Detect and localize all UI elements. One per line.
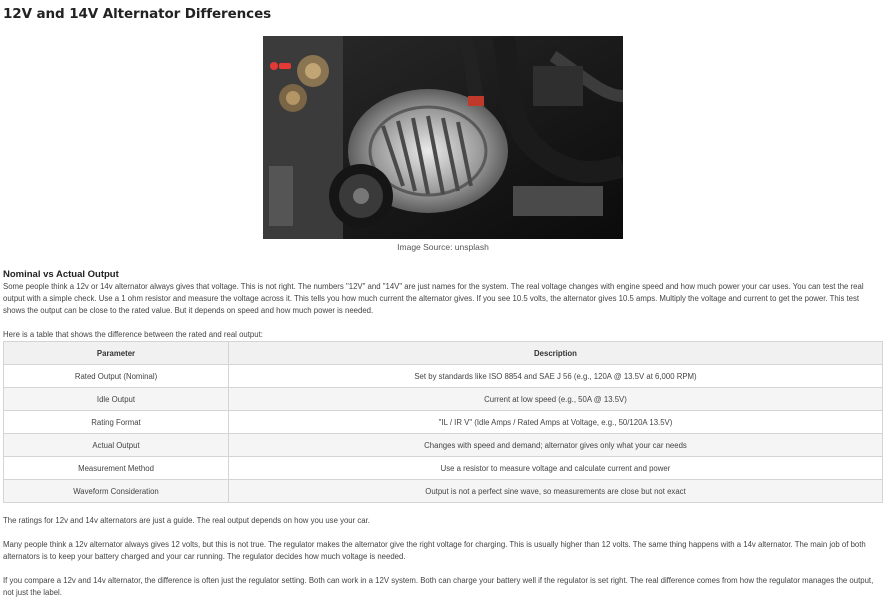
table-header-row — [4, 342, 883, 365]
table-cell: Waveform Consideration — [4, 480, 229, 503]
alternator-photo — [263, 36, 623, 239]
table-row — [4, 411, 883, 434]
paragraph-2: The ratings for 12v and 14v alternators are just a guide. The real output depends on how you use your car. — [3, 516, 370, 525]
table-cell: Idle Output — [4, 388, 229, 411]
image-caption: Image Source: unsplash — [397, 242, 489, 252]
table-row — [4, 388, 883, 411]
article-title: 12V and 14V Alternator Differences — [3, 6, 272, 22]
table-cell: Output is not a perfect sine wave, so measurements are close but not exact — [229, 480, 883, 503]
table-intro: Here is a table that shows the difference between the rated and real output: — [3, 330, 263, 339]
paragraph-3: Many people think a 12v alternator always gives 12 volts, but this is not true. The regulator makes the alternator give the right voltage for charging. This is usually higher than 12 volts. The same thing happens with a 14v alternator. The main job of both alternators is to keep your battery charged and your car running. The regulator decides how much voltage is needed. — [3, 540, 866, 561]
table-cell: Actual Output — [4, 434, 229, 457]
table-cell: Use a resistor to measure voltage and calculate current and power — [229, 457, 883, 480]
table-cell: Current at low speed (e.g., 50A @ 13.5V) — [229, 388, 883, 411]
section-heading: Nominal vs Actual Output — [3, 269, 119, 280]
table-row — [4, 365, 883, 388]
paragraph-4: If you compare a 12v and 14v alternator, the difference is often just the regulator setting. Both can work in a 12V system. Both can charge your battery well if the regulator is set right. The real difference comes from how the regulator manages the output, not just the label. — [3, 576, 874, 597]
table-cell: "IL / IR V" (Idle Amps / Rated Amps at Voltage, e.g., 50/120A 13.5V) — [229, 411, 883, 434]
table-row — [4, 434, 883, 457]
output-comparison-table — [3, 341, 883, 503]
table-cell: Rating Format — [4, 411, 229, 434]
table-row — [4, 480, 883, 503]
table-header: Parameter — [4, 342, 229, 365]
table-cell: Rated Output (Nominal) — [4, 365, 229, 388]
table-cell: Measurement Method — [4, 457, 229, 480]
alternator-illustration — [263, 36, 623, 239]
table-header: Description — [229, 342, 883, 365]
intro-paragraph: Some people think a 12v or 14v alternator always gives that voltage. This is not right. The numbers "12V" and "14V" are just names for the system. The real voltage changes with engine speed and how much power your car uses. You can test the real output with a simple check. Use a 1 ohm resistor and measure the voltage across it. This tells you how much current the alternator gives. If you see 10.5 volts, the alternator gives 10.5 amps. Multiply the voltage and current to get the power. This test shows the output can be close to the rated value. But it depends on speed and how much power is needed. — [3, 282, 864, 315]
table-cell: Changes with speed and demand; alternator gives only what your car needs — [229, 434, 883, 457]
table-cell: Set by standards like ISO 8854 and SAE J 56 (e.g., 120A @ 13.5V at 6,000 RPM) — [229, 365, 883, 388]
table-row — [4, 457, 883, 480]
